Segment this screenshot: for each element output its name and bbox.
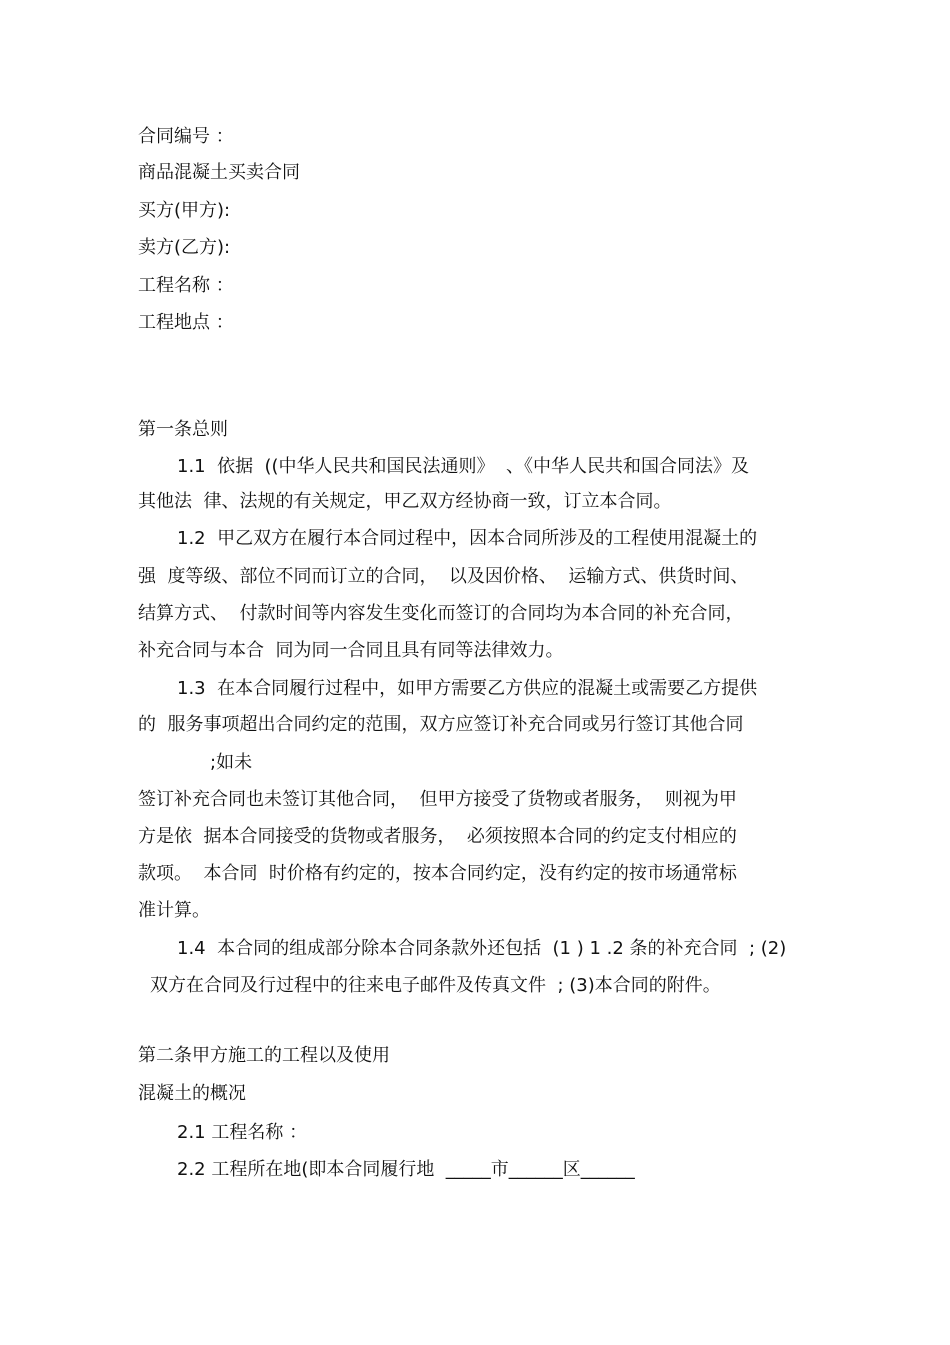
project-site-label: 工程地点 ： [138,312,234,333]
clause-1-2-line: 结算方式、 付款时间等内容发生变化而签订的合同均为本合同的补充合同， [138,603,744,624]
seller-label: 卖方(乙方): [138,237,231,258]
clause-1-4-line: 双方在合同及行过程中的往来电子邮件及传真文件 ; (3)本合同的附件。 [150,975,721,996]
contract-number-label: 合同编号 ： [138,126,234,147]
article-2-heading: 第二条甲方施工的工程以及使用 [138,1045,390,1066]
clause-1-3-line: 1.3 在本合同履行过程中，如甲方需要乙方供应的混凝土或需要乙方提供 [177,678,758,699]
article-1-heading: 第一条总则 [138,419,228,440]
clause-1-3-line: 方是依 据本合同接受的货物或者服务， 必须按照本合同的约定支付相应的 [138,826,737,847]
clause-2-2: 2.2 工程所在地(即本合同履行地 _____市______区______ [177,1159,635,1180]
clause-1-3-line: 款项。 本合同 时价格有约定的，按本合同约定，没有约定的按市场通常标 [138,863,737,884]
buyer-label: 买方(甲方): [138,200,231,221]
project-name-label: 工程名称 ： [138,275,234,296]
clause-1-1-line: 其他法 律、法规的有关规定，甲乙双方经协商一致，订立本合同。 [138,491,672,512]
clause-2-1: 2.1 工程名称 ： [177,1122,308,1143]
clause-1-2-line: 1.2 甲乙双方在履行本合同过程中，因本合同所涉及的工程使用混凝土的 [177,528,758,549]
clause-1-1-line: 1.1 依据 ((中华人民共和国民法通则》 、《中华人民共和国合同法》及 [177,456,749,477]
clause-1-2-line: 强 度等级、部位不同而订立的合同， 以及因价格、 运输方式、供货时间、 [138,566,749,587]
clause-1-3-line: ;如未 [210,752,253,773]
clause-1-4-line: 1.4 本合同的组成部分除本合同条款外还包括 (1 ) 1 .2 条的补充合同 ; (2) [177,938,787,959]
clause-1-3-line: 准计算。 [138,900,210,921]
article-2-heading: 混凝土的概况 [138,1083,246,1104]
clause-1-3-line: 签订补充合同也未签订其他合同， 但甲方接受了货物或者服务， 则视为甲 [138,789,737,810]
contract-title: 商品混凝土买卖合同 [138,162,300,183]
clause-1-2-line: 补充合同与本合 同为同一合同且具有同等法律效力。 [138,640,564,661]
clause-1-3-line: 的 服务事项超出合同约定的范围，双方应签订补充合同或另行签订其他合同 [138,714,744,735]
